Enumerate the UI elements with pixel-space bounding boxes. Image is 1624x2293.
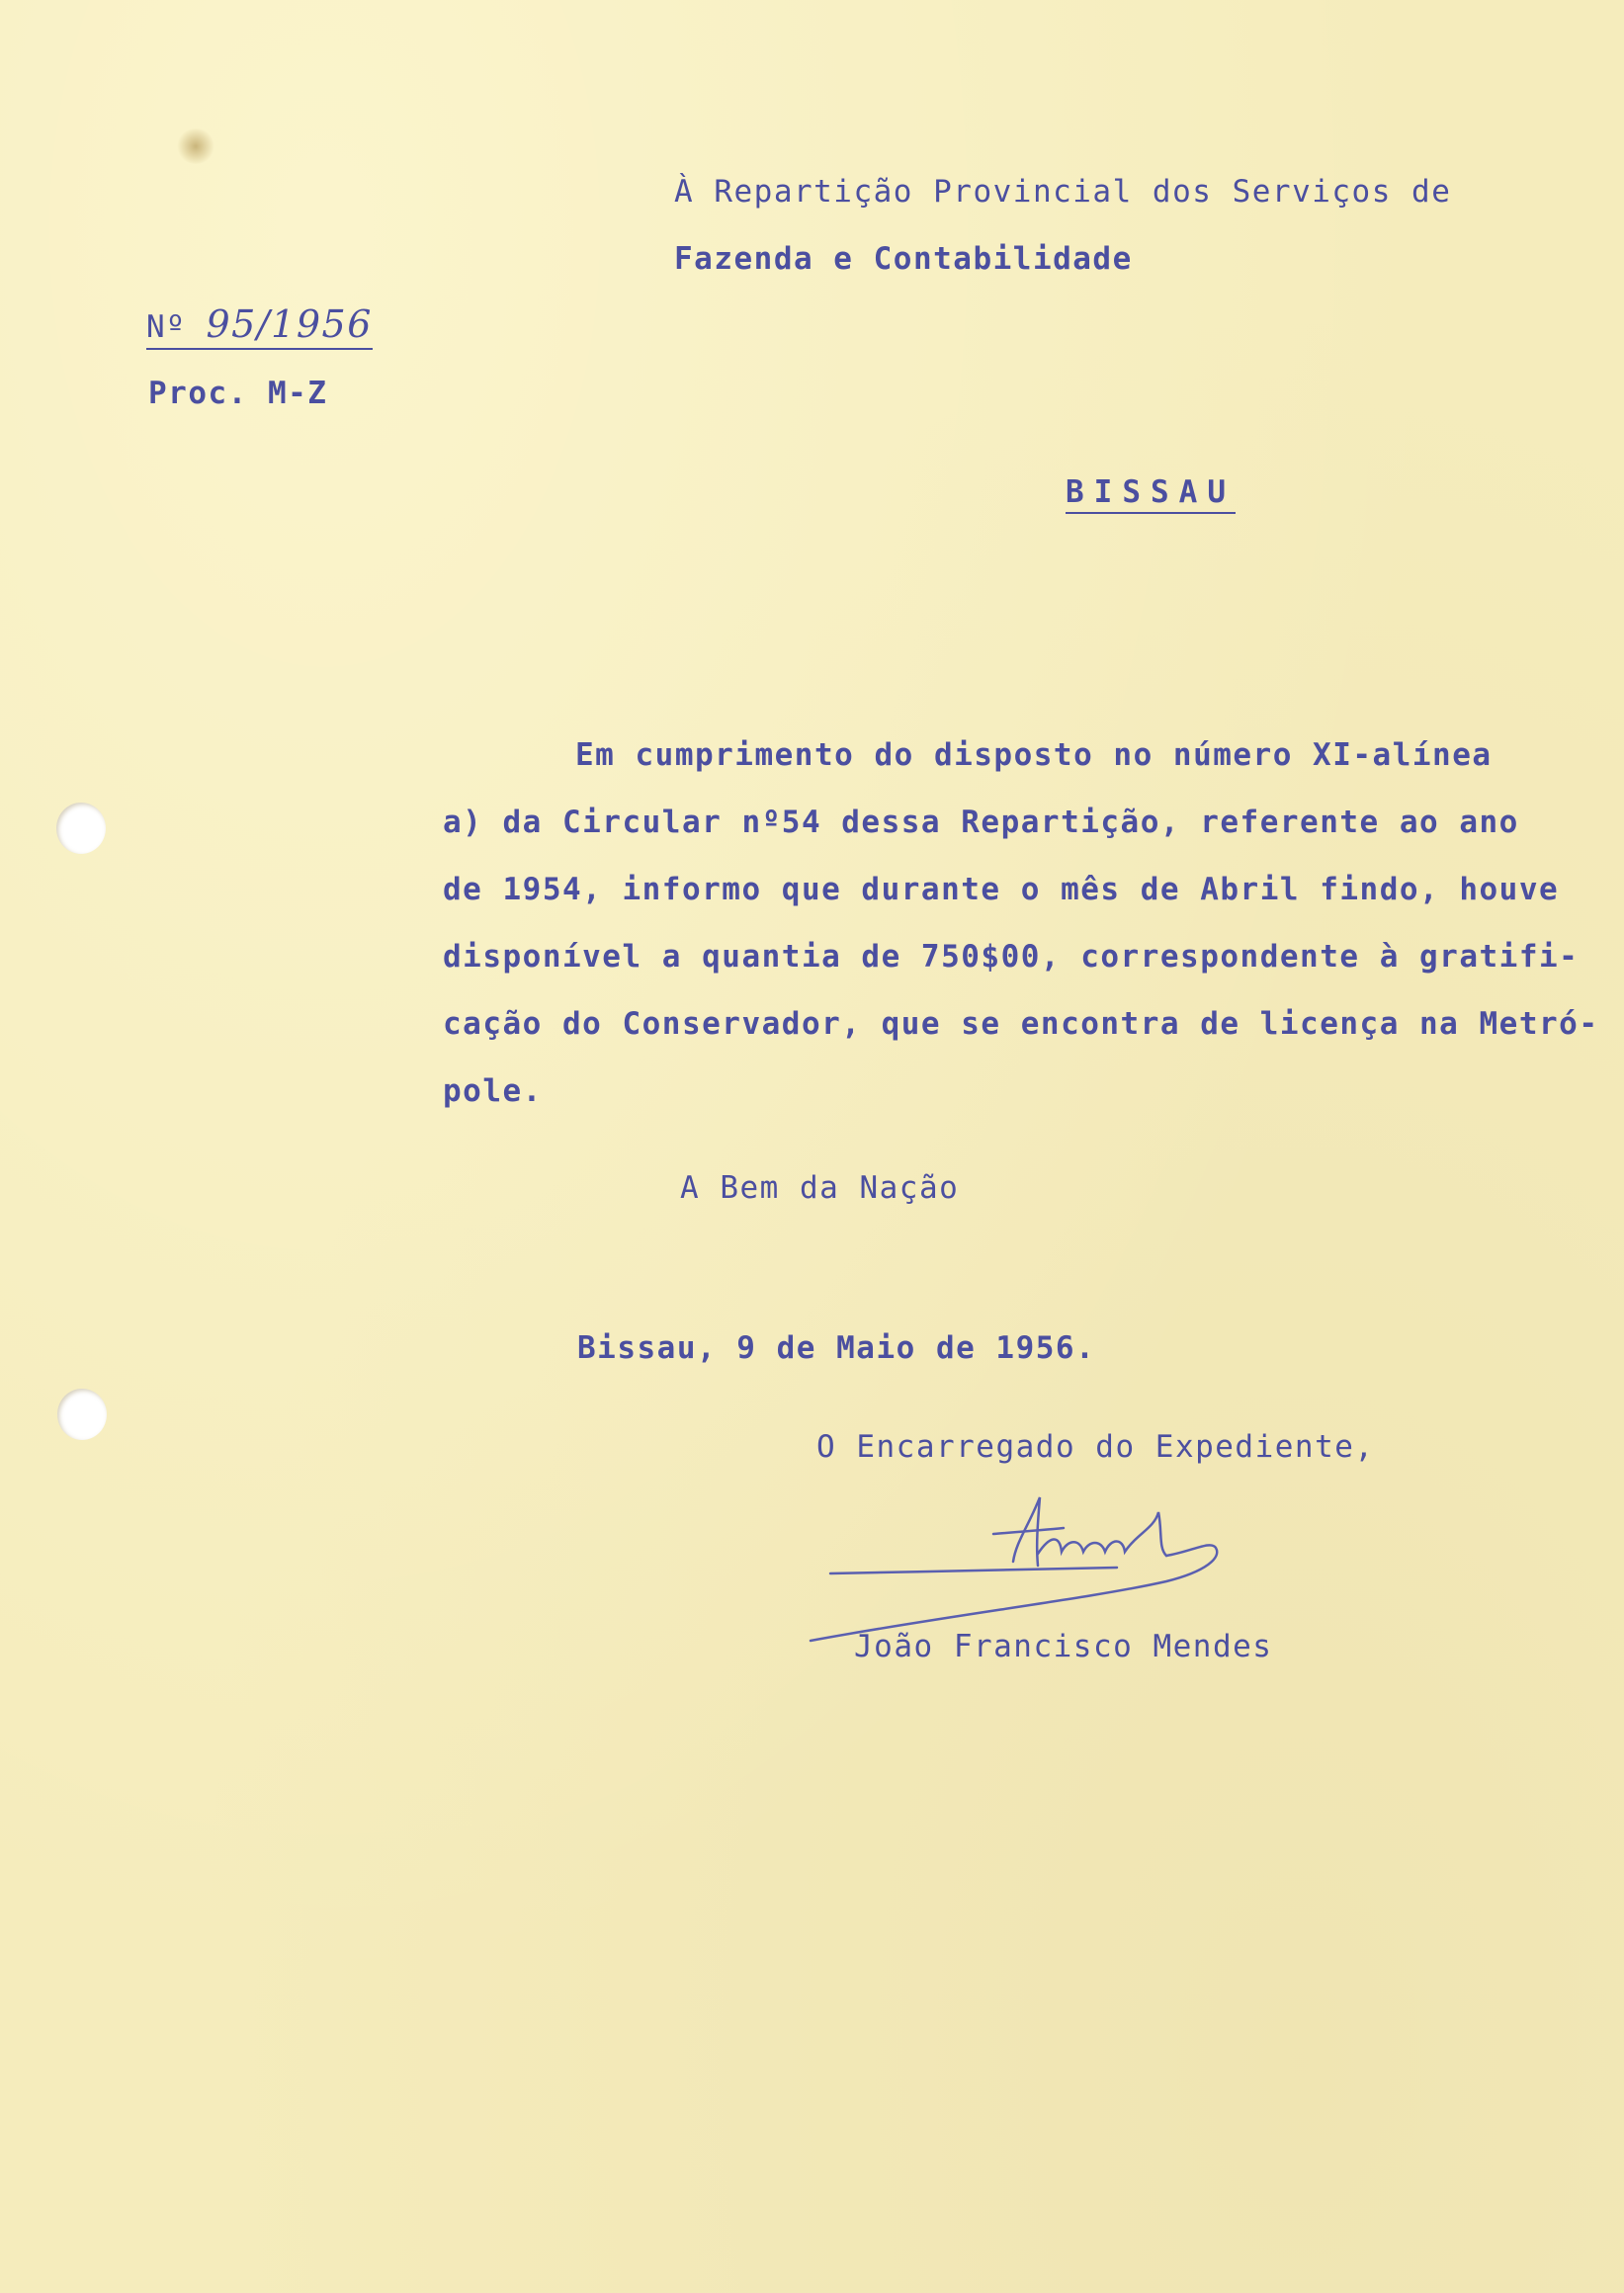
closing-salutation: A Bem da Nação [680,1170,960,1206]
city-heading: BISSAU [1066,474,1236,514]
body-line-4: disponível a quantia de 750$00, correspondente à gratifi- [443,939,1580,975]
body-line-5: cação do Conservador, que se encontra de licença na Metró- [443,1006,1599,1042]
paper-stain [176,128,215,164]
signatory-title: O Encarregado do Expediente, [816,1429,1375,1465]
body-line-1: Em cumprimento do disposto no número XI-alínea [575,737,1493,773]
punch-hole-bottom [57,1389,107,1440]
reference-year: /1956 [256,302,373,346]
addressee-line-1: À Repartição Provincial dos Serviços de [674,174,1452,210]
addressee-line-2: Fazenda e Contabilidade [674,241,1133,277]
reference-handwritten-number: 95 [206,302,257,346]
body-line-6: pole. [443,1073,543,1109]
punch-hole-top [56,803,106,854]
reference-prefix: Nº [146,309,187,345]
process-reference: Proc. M-Z [148,376,328,411]
date-line: Bissau, 9 de Maio de 1956. [577,1330,1096,1366]
signatory-name: João Francisco Mendes [854,1629,1273,1664]
body-line-2: a) da Circular nº54 dessa Repartição, referente ao ano [443,805,1519,840]
reference-number [146,302,373,350]
body-line-3: de 1954, informo que durante o mês de Abril findo, houve [443,872,1560,907]
